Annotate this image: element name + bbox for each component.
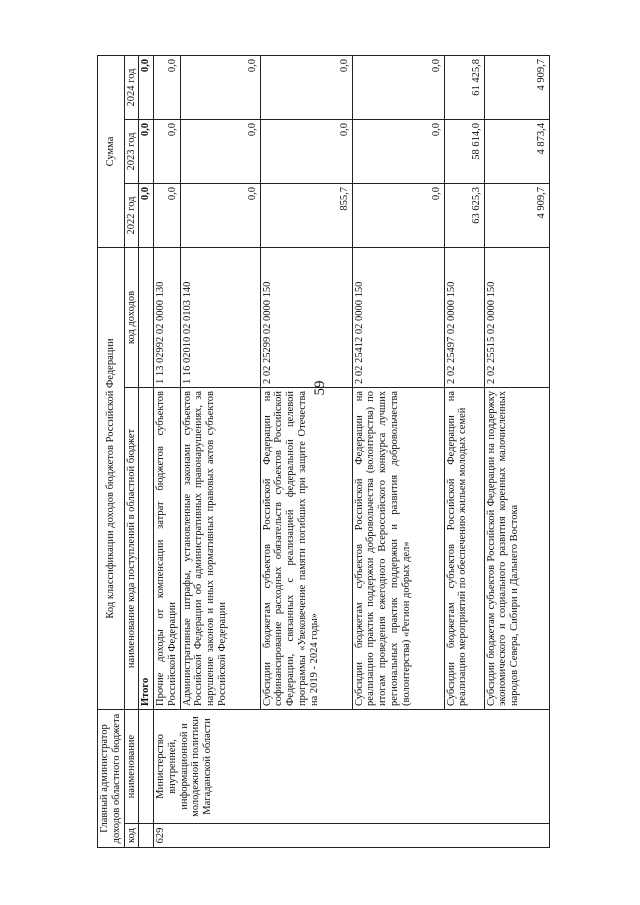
total-row (139, 55, 154, 847)
header-year-2022: 2022 год (124, 183, 139, 247)
total-label: Итого (139, 388, 154, 710)
row-name: Прочие доходы от компенсации затрат бюджетов субъектов Российской Федерации (154, 388, 181, 710)
row-code: 2 02 25412 02 0000 150 (352, 247, 444, 387)
rotated-table-frame (97, 56, 547, 848)
rotated-table-container (97, 56, 547, 848)
row-2024: 0,0 (352, 55, 444, 119)
row-2024: 0,0 (154, 55, 181, 119)
total-2023: 0,0 (139, 119, 154, 183)
row-2023: 58 614,0 (444, 119, 484, 183)
row-2023: 0,0 (352, 119, 444, 183)
table-row (154, 55, 181, 847)
header-sum-group: Сумма (98, 55, 125, 247)
total-empty-code (139, 824, 154, 848)
header-year-2024: 2024 год (124, 55, 139, 119)
header-row-columns (124, 55, 139, 847)
row-2022: 0,0 (352, 183, 444, 247)
row-2022: 4 909,7 (484, 183, 549, 247)
total-2022: 0,0 (139, 183, 154, 247)
header-admin-name: наименование (124, 710, 139, 824)
header-admin-group: Главный администратор доходов областного бюджета (98, 710, 125, 848)
row-code: 1 13 02992 02 0000 130 (154, 247, 181, 387)
row-code: 2 02 25299 02 0000 150 (260, 247, 352, 387)
header-row-groups (98, 55, 125, 847)
row-2022: 63 625,3 (444, 183, 484, 247)
income-classification-table (97, 55, 550, 848)
row-2024: 61 425,8 (444, 55, 484, 119)
total-empty-name (139, 710, 154, 824)
row-name: Субсидии бюджетам субъектов Российской Федерации на реализацию практик поддержки добровольчества (волонтерства) по итогам проведения ежегодного Всероссийского конкурса лучших региональных практик поддержки и развития добровольчества (волонтерства) «Регион добрых дел» (352, 388, 444, 710)
header-admin-code: код (124, 824, 139, 848)
row-code: 2 02 25515 02 0000 150 (484, 247, 549, 387)
row-code: 1 16 02010 02 0103 140 (180, 247, 260, 387)
total-empty-income-code (139, 247, 154, 387)
row-name: Административные штрафы, установленные законами субъектов Российской Федерации об административных правонарушениях, за нарушение законов и иных нормативных правовых актов субъектов Российской Федерации (180, 388, 260, 710)
row-2024: 0,0 (260, 55, 352, 119)
row-name: Субсидии бюджетам субъектов Российской Федерации на поддержку экономического и социального развития коренных малочисленных народов Севера, Сибири и Дальнего Востока (484, 388, 549, 710)
row-name: Субсидии бюджетам субъектов Российской Федерации на реализацию мероприятий по обеспечению жильем молодых семей (444, 388, 484, 710)
row-2023: 0,0 (154, 119, 181, 183)
row-2024: 4 909,7 (484, 55, 549, 119)
row-name: Субсидии бюджетам субъектов Российской Федерации на софинансирование расходных обязательств субъектов Российской Федерации, связанных с реализацией федеральной целевой программы «Увековечение памяти погибших при защите Отечества на 2019 - 2024 годы» (260, 388, 352, 710)
row-2023: 4 873,4 (484, 119, 549, 183)
row-2024: 0,0 (180, 55, 260, 119)
header-classification-group: Код классификации доходов бюджетов Российской Федерации (98, 247, 125, 709)
row-2023: 0,0 (180, 119, 260, 183)
row-2023: 0,0 (260, 119, 352, 183)
total-2024: 0,0 (139, 55, 154, 119)
page-number: 59 (312, 380, 328, 396)
admin-code: 629 (154, 824, 550, 848)
row-2022: 0,0 (154, 183, 181, 247)
header-year-2023: 2023 год (124, 119, 139, 183)
row-2022: 0,0 (180, 183, 260, 247)
row-code: 2 02 25497 02 0000 150 (444, 247, 484, 387)
row-2022: 855,7 (260, 183, 352, 247)
header-income-name: наименование кода поступлений в областной бюджет (124, 388, 139, 710)
admin-name: Министерство внутренней, информационной и молодежной политики Магаданской области (154, 710, 550, 824)
header-income-code: код доходов (124, 247, 139, 387)
